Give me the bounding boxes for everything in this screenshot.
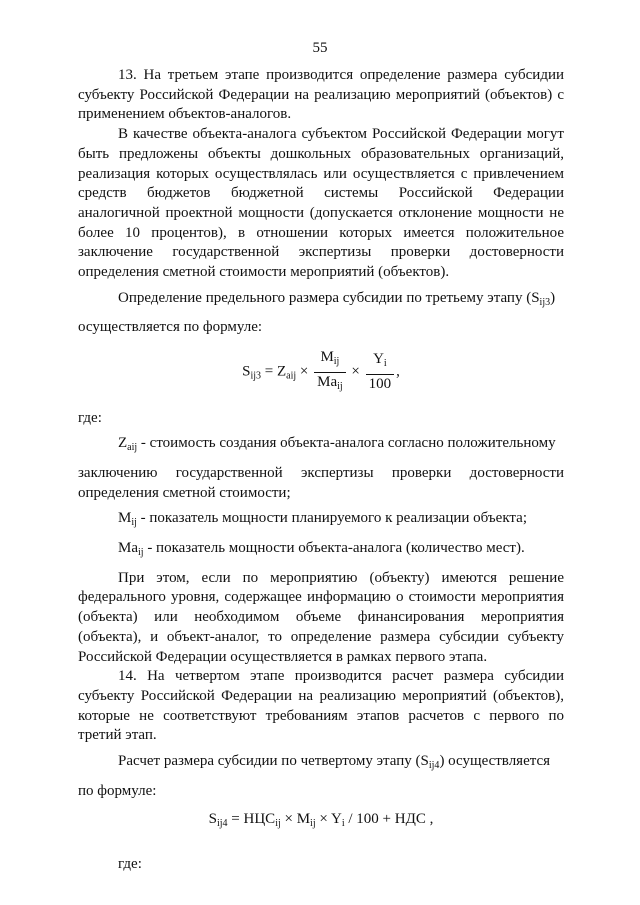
f2-m: × M: [280, 810, 311, 827]
def-ma-text: - показатель мощности объекта-аналога (количество мест).: [143, 540, 525, 557]
limit-symbol-sub: ij3: [539, 296, 551, 308]
where-label-1: где:: [78, 409, 102, 426]
paragraph-note: При этом, если по мероприятию (объекту) имеются решение федерального уровня, содержащее информацию о стоимости мероприятия (объекта) или необходимом объеме финансирования мероприятия (объекта), и объект-аналог, то определение размера субсидии субъекту Российской Федерации осуществляется в рамках первого этапа.: [78, 569, 564, 665]
f2-y-sub: i: [341, 817, 345, 829]
f1-lhs: S: [242, 363, 251, 380]
paragraph-13: 13. На третьем этапе производится определение размера субсидии субъекту Российской Федерации на реализацию мероприятий (объектов) с применением объектов-аналогов.: [78, 67, 564, 123]
calc-symbol-sub: ij4: [428, 760, 440, 772]
f1-den2: 100: [368, 375, 392, 392]
limit-text: Определение предельного размера субсидии по третьему этапу (: [118, 289, 532, 306]
def-m-sub: ij: [131, 517, 137, 529]
document-body: [78, 66, 564, 875]
paragraph-calc-cont: по формуле:: [78, 782, 157, 799]
def-m-symbol: M: [118, 510, 132, 527]
f1-times-2: ×: [351, 363, 360, 380]
f2-lhs-sub: ij4: [216, 817, 228, 829]
f2-ncs-sub: ij: [275, 817, 281, 829]
f1-den-sub: ij: [337, 380, 343, 392]
def-m-text: - показатель мощности планируемого к реализации объекта;: [136, 510, 527, 527]
calc-text: Расчет размера субсидии по четвертому этапу (: [118, 753, 421, 770]
calc-symbol: S: [420, 753, 429, 770]
paragraph-limit: [78, 289, 564, 313]
f1-num-sub: ij: [333, 356, 340, 368]
f2-tail: / 100 + НДС ,: [344, 810, 434, 827]
where-label-2: где:: [118, 856, 142, 873]
paragraph-analog: В качестве объекта-аналога субъектом Российской Федерации могут быть предложены объекты дошкольных образовательных организаций, реализация которых осуществлялась или осуществляется с привлечением средств бюджетов бюджетной системы Российской Федерации аналогичной проектной мощности (допускается отклонение мощности не более 10 процентов), в отношении которых имеется положительное заключение государственной экспертизы проверки достоверности определения сметной стоимости мероприятий (объектов).: [78, 126, 564, 281]
f1-eq: =: [261, 363, 277, 380]
formula-stage4: [78, 810, 564, 834]
def-ma-symbol: Ma: [118, 540, 138, 557]
paragraph-14: 14. На четвертом этапе производится расчет размера субсидии субъекту Российской Федерации на реализацию мероприятий (объектов), которые не соответствуют требованиям этапов расчетов с первого по третий этап.: [78, 668, 564, 744]
page-number: 55: [312, 40, 328, 56]
calc-text-b: ) осуществляется: [439, 753, 551, 770]
limit-symbol: S: [531, 289, 540, 306]
f1-num2-sub: i: [383, 358, 387, 370]
f1-den: Ma: [317, 373, 338, 390]
def-ma-sub: ij: [138, 547, 144, 559]
def-z-sub: aij: [127, 442, 138, 454]
f1-times-1: ×: [299, 363, 309, 380]
f2-lhs: S: [208, 810, 217, 827]
f1-lhs-sub: ij3: [250, 370, 261, 382]
f1-fraction-2: [366, 350, 395, 394]
def-z: [78, 434, 564, 458]
f2-ncs: = НЦС: [227, 810, 276, 827]
def-ma: [78, 539, 564, 563]
f1-z: Z: [276, 363, 287, 380]
f2-y: × Y: [315, 810, 342, 827]
def-z-symbol: Z: [118, 435, 128, 452]
f1-num2: Y: [373, 351, 384, 368]
paragraph-calc: [78, 752, 564, 776]
formula-stage3: [78, 348, 564, 396]
f1-end: ,: [396, 363, 400, 380]
paragraph-limit-cont: осуществляется по формуле:: [78, 319, 263, 336]
f1-z-sub: aij: [286, 370, 297, 382]
def-z-text: - стоимость создания объекта-аналога согласно положительному: [137, 435, 556, 452]
f1-fraction-1: [314, 348, 346, 396]
f2-m-sub: ij: [310, 817, 316, 829]
limit-close: ): [550, 289, 556, 306]
f1-num: M: [320, 349, 334, 366]
def-z-cont: заключению государственной экспертизы проверки достоверности определения сметной стоимости;: [78, 464, 564, 501]
def-m: [78, 509, 564, 533]
